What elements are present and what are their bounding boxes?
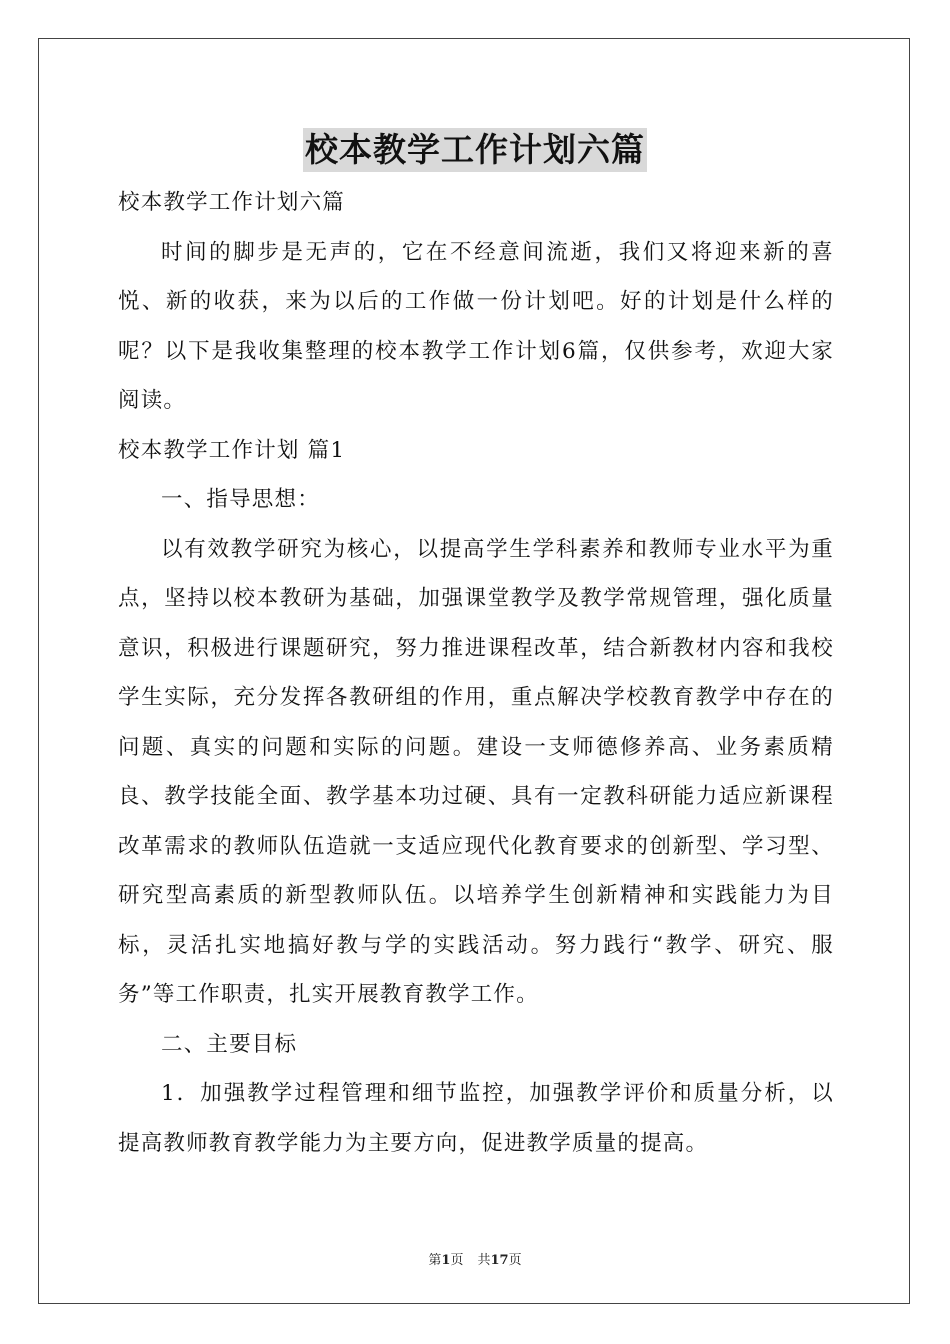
page-suffix: 页 <box>450 1253 464 1268</box>
title-container <box>0 128 950 172</box>
page-footer <box>0 1249 950 1268</box>
page-total: 17 <box>490 1253 509 1268</box>
document-body <box>118 178 834 1168</box>
document-title: 校本教学工作计划六篇 <box>303 128 647 172</box>
total-suffix: 页 <box>508 1253 522 1268</box>
heading-main-goals: 二、主要目标 <box>161 1031 298 1057</box>
page-current: 1 <box>441 1253 451 1268</box>
goal-item-1: 1．加强教学过程管理和细节监控，加强教学评价和质量分析，以提高教师教育教学能力为主要方向，促进教学质量的提高。 <box>118 1081 834 1156</box>
page-prefix: 第 <box>428 1253 442 1268</box>
total-prefix: 共 <box>477 1253 491 1268</box>
section-heading: 校本教学工作计划 篇1 <box>118 437 346 463</box>
intro-paragraph: 时间的脚步是无声的，它在不经意间流逝，我们又将迎来新的喜悦、新的收获，来为以后的工作做一份计划吧。好的计划是什么样的呢？以下是我收集整理的校本教学工作计划6篇，仅供参考，欢迎大家阅读。 <box>118 239 834 413</box>
document-subtitle: 校本教学工作计划六篇 <box>118 190 346 215</box>
heading-guiding-ideology: 一、指导思想： <box>161 487 320 512</box>
paragraph-guiding-ideology: 以有效教学研究为核心，以提高学生学科素养和教师专业水平为重点，坚持以校本教研为基础，加强课堂教学及教学常规管理，强化质量意识，积极进行课题研究，努力推进课程改革，结合新教材内容和我校学生实际，充分发挥各教研组的作用，重点解决学校教育教学中存在的问题、真实的问题和实际的问题。建设一支师德修养高、业务素质精良、教学技能全面、教学基本功过硬、具有一定教科研能力适应新课程改革需求的教师队伍造就一支适应现代化教育要求的创新型、学习型、研究型高素质的新型教师队伍。以培养学生创新精神和实践能力为目标，灵活扎实地搞好教与学的实践活动。努力践行“教学、研究、服务”等工作职责，扎实开展教育教学工作。 <box>118 536 834 1007</box>
